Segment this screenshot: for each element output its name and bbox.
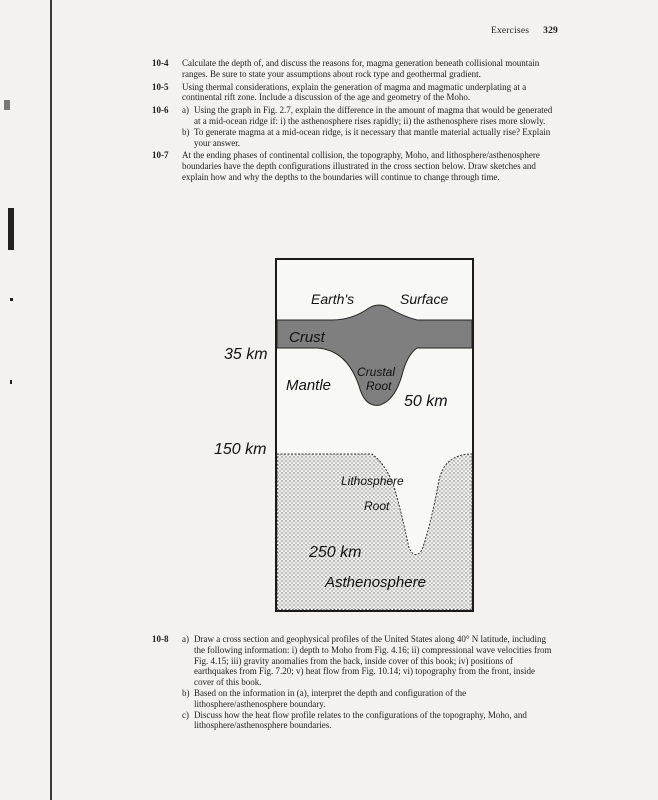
exercise-10-8 [152, 634, 554, 731]
exercise-part [182, 688, 554, 710]
section-title: Exercises [490, 26, 530, 36]
exercise-number: 10-5 [152, 81, 169, 92]
label-crustal-root-1: Crustal [357, 365, 396, 379]
gutter-mark [10, 298, 13, 301]
part-text: Based on the information in (a), interpret the depth and configuration of the lithosphere/asthenosphere boundary. [194, 687, 467, 709]
exercise-10-5 [152, 82, 554, 104]
cross-section-figure [275, 258, 474, 612]
exercise-part [182, 710, 554, 732]
cross-section-svg [277, 260, 472, 610]
exercise-number: 10-8 [152, 634, 169, 644]
part-label: b) [182, 126, 190, 137]
exercises-bottom [152, 634, 554, 733]
page-number: 329 [543, 26, 558, 36]
depth-label-150km: 150 km [214, 441, 267, 458]
gutter-mark [8, 208, 14, 250]
depth-label-35km: 35 km [224, 346, 268, 363]
depth-label-250km: 250 km [309, 544, 362, 561]
exercise-part [182, 127, 554, 149]
part-label: b) [182, 687, 190, 698]
part-text: To generate magma at a mid-ocean ridge, is it necessary that mantle material actually rise? Explain your answer. [194, 126, 551, 148]
exercise-number: 10-4 [152, 58, 169, 68]
label-crust: Crust [289, 329, 325, 346]
label-asthenosphere: Asthenosphere [325, 574, 426, 591]
part-label: c) [182, 709, 189, 720]
label-surface: Surface [400, 291, 449, 307]
exercise-text: Calculate the depth of, and discuss the reasons for, magma generation beneath collisional mountain ranges. Be sure to state your assumptions about rock type and geothermal gradient. [182, 58, 540, 79]
exercise-part [182, 105, 554, 127]
part-text: Discuss how the heat flow profile relates to the configurations of the topography, Moho, and lithosphere/asthenosphere boundaries. [194, 709, 527, 731]
exercise-text: Using thermal considerations, explain the generation of magma and magmatic underplating at a continental rift zone. Include a discussion of the age and geometry of the Moho. [182, 81, 527, 103]
exercise-number: 10-7 [152, 150, 169, 161]
gutter-mark [10, 380, 12, 384]
part-label: a) [182, 634, 189, 644]
part-text: Using the graph in Fig. 2.7, explain the difference in the amount of magma that would be generated at a mid-ocean ridge if: i) the asthenosphere rises rapidly; ii) the asthenosphere rises more slowly. [194, 105, 553, 126]
exercise-text: At the ending phases of continental collision, the topography, Moho, and lithosphere/asthenosphere boundaries have the depth configurations illustrated in the cross section below. Draw sketches and explain how and why the depths to the boundaries will continue to change through time. [182, 150, 540, 182]
exercises-top [152, 58, 554, 185]
label-lithosphere-root-2: Root [364, 499, 390, 513]
exercise-part [182, 634, 554, 688]
label-mantle: Mantle [286, 377, 332, 394]
part-label: a) [182, 105, 189, 116]
gutter-mark [4, 100, 10, 110]
exercise-number: 10-6 [152, 105, 169, 116]
label-lithosphere-root-1: Lithosphere [341, 474, 404, 488]
label-crustal-root-2: Root [366, 379, 392, 393]
exercise-10-7 [152, 150, 554, 182]
part-text: Draw a cross section and geophysical profiles of the United States along 40° N latitude, including the following information: i) depth to Moho from Fig. 4.16; ii) compressional wave velocities from Fig. 4.15; iii) gravity anomalies from the back, inside cover of this book; iv) positions of earthquakes from Fig. 7.20; v) heat flow from Fig. 10.14; vi) topography from the front, inside cover of this book. [194, 634, 552, 688]
label-earths-surface: Earth's [311, 291, 355, 307]
exercise-10-4 [152, 58, 554, 80]
binding-gutter-line [50, 0, 52, 800]
exercise-10-6 [152, 105, 554, 148]
running-header [491, 26, 558, 36]
depth-label-50km: 50 km [404, 393, 448, 410]
